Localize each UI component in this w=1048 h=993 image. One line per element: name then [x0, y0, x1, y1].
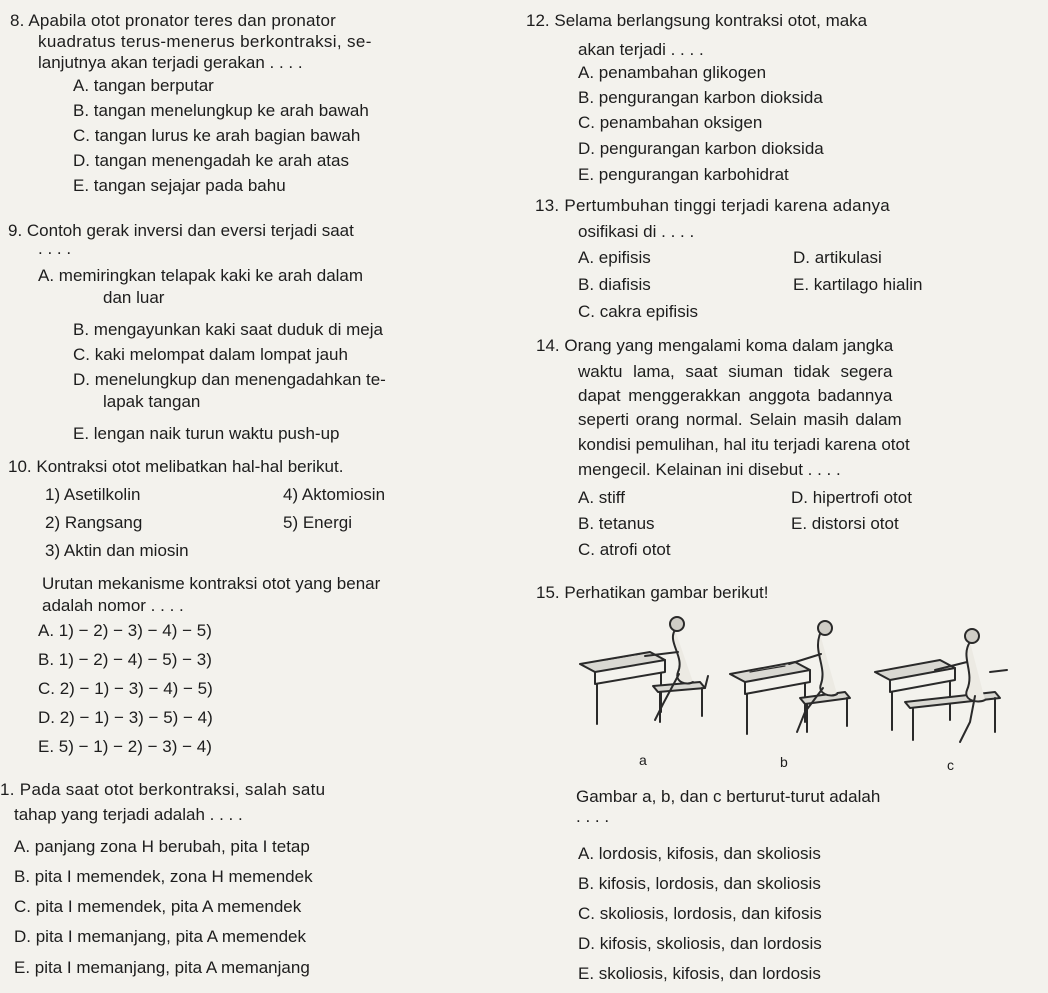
q10-item-3: 3) Aktin dan miosin	[45, 541, 189, 560]
figure-label-c: c	[947, 757, 954, 773]
q13-option-e: E. kartilago hialin	[793, 275, 923, 294]
q10-item-2: 2) Rangsang	[45, 513, 143, 532]
posture-b-drawing	[730, 621, 850, 734]
q10-item-1: 1) Asetilkolin	[45, 485, 141, 504]
q15-option-d: D. kifosis, skoliosis, dan lordosis	[578, 934, 822, 953]
q13-option-c: C. cakra epifisis	[578, 302, 698, 321]
q9-stem-line: 9. Contoh gerak inversi dan eversi terjadi saat	[8, 221, 354, 240]
q15-option-a: A. lordosis, kifosis, dan skoliosis	[578, 844, 821, 863]
q10-option-d: D. 2) − 1) − 3) − 5) − 4)	[38, 708, 213, 727]
posture-a-drawing	[580, 617, 708, 724]
q10-stem: 10. Kontraksi otot melibatkan hal-hal berikut.	[8, 457, 344, 476]
posture-c-drawing	[875, 629, 1007, 742]
q14-stem-line: seperti orang normal. Selain masih dalam	[578, 410, 902, 429]
q10-option-c: C. 2) − 1) − 3) − 4) − 5)	[38, 679, 213, 698]
q14-stem-line: 14. Orang yang mengalami koma dalam jangka	[536, 336, 894, 355]
q9-option-a-cont: dan luar	[103, 288, 165, 307]
q15-option-c: C. skoliosis, lordosis, dan kifosis	[578, 904, 822, 923]
q12-stem-line: 12. Selama berlangsung kontraksi otot, maka	[526, 11, 868, 30]
q10-option-b: B. 1) − 2) − 4) − 5) − 3)	[38, 650, 212, 669]
q10-option-e: E. 5) − 1) − 2) − 3) − 4)	[38, 737, 212, 756]
q11-option-b: B. pita I memendek, zona H memendek	[14, 867, 313, 886]
q13-stem-line: osifikasi di . . . .	[578, 222, 695, 241]
q9-option-b: B. mengayunkan kaki saat duduk di meja	[73, 320, 383, 339]
q9-option-c: C. kaki melompat dalam lompat jauh	[73, 345, 348, 364]
q11-option-c: C. pita I memendek, pita A memendek	[14, 897, 302, 916]
q8-option-e: E. tangan sejajar pada bahu	[73, 176, 286, 195]
q9-option-d: D. menelungkup dan menengadahkan te-	[73, 370, 386, 389]
q9-option-a: A. memiringkan telapak kaki ke arah dalam	[38, 266, 364, 285]
q9-stem-line: . . . .	[38, 239, 72, 258]
q11-stem-line: 1. Pada saat otot berkontraksi, salah satu	[0, 780, 326, 799]
q12-option-e: E. pengurangan karbohidrat	[578, 165, 789, 184]
q8-option-a: A. tangan berputar	[73, 76, 214, 95]
q12-option-d: D. pengurangan karbon dioksida	[578, 139, 824, 158]
q14-stem-line: waktu lama, saat siuman tidak segera	[578, 362, 893, 381]
q15-option-b: B. kifosis, lordosis, dan skoliosis	[578, 874, 821, 893]
q14-stem-line: dapat menggerakkan anggota badannya	[578, 386, 893, 405]
q8-stem-line: lanjutnya akan terjadi gerakan . . . .	[38, 53, 303, 72]
q9-option-e: E. lengan naik turun waktu push-up	[73, 424, 340, 443]
q8-stem-line: 8. Apabila otot pronator teres dan pronator	[10, 11, 336, 30]
q8-option-b: B. tangan menelungkup ke arah bawah	[73, 101, 369, 120]
q14-option-a: A. stiff	[578, 488, 625, 507]
q12-stem-line: akan terjadi . . . .	[578, 40, 704, 59]
posture-figure	[575, 612, 1025, 772]
q12-option-c: C. penambahan oksigen	[578, 113, 763, 132]
q13-stem-line: 13. Pertumbuhan tinggi terjadi karena adanya	[535, 196, 891, 215]
q10-question-line: Urutan mekanisme kontraksi otot yang benar	[42, 574, 381, 593]
q12-option-b: B. pengurangan karbon dioksida	[578, 88, 823, 107]
q15-question-line: . . . .	[576, 807, 610, 826]
q14-option-b: B. tetanus	[578, 514, 655, 533]
q14-option-e: E. distorsi otot	[791, 514, 899, 533]
figure-label-a: a	[639, 752, 647, 768]
q11-stem-line: tahap yang terjadi adalah . . . .	[14, 805, 243, 824]
q11-option-a: A. panjang zona H berubah, pita I tetap	[14, 837, 310, 856]
q11-option-e: E. pita I memanjang, pita A memanjang	[14, 958, 310, 977]
q13-option-b: B. diafisis	[578, 275, 651, 294]
q14-option-c: C. atrofi otot	[578, 540, 671, 559]
q8-stem-line: kuadratus terus-menerus berkontraksi, se-	[38, 32, 372, 51]
q8-option-c: C. tangan lurus ke arah bagian bawah	[73, 126, 361, 145]
q10-question-line: adalah nomor . . . .	[42, 596, 184, 615]
q10-item-5: 5) Energi	[283, 513, 352, 532]
q12-option-a: A. penambahan glikogen	[578, 63, 767, 82]
q15-option-e: E. skoliosis, kifosis, dan lordosis	[578, 964, 821, 983]
q10-item-4: 4) Aktomiosin	[283, 485, 386, 504]
q14-option-d: D. hipertrofi otot	[791, 488, 912, 507]
q13-option-d: D. artikulasi	[793, 248, 882, 267]
q15-stem: 15. Perhatikan gambar berikut!	[536, 583, 769, 602]
q13-option-a: A. epifisis	[578, 248, 651, 267]
q14-stem-line: mengecil. Kelainan ini disebut . . . .	[578, 460, 841, 479]
q14-stem-line: kondisi pemulihan, hal itu terjadi karena otot	[578, 435, 910, 454]
figure-label-b: b	[780, 754, 788, 770]
q10-option-a: A. 1) − 2) − 3) − 4) − 5)	[38, 621, 212, 640]
q8-option-d: D. tangan menengadah ke arah atas	[73, 151, 349, 170]
q15-question-line: Gambar a, b, dan c berturut-turut adalah	[576, 787, 881, 806]
q9-option-d-cont: lapak tangan	[103, 392, 201, 411]
q11-option-d: D. pita I memanjang, pita A memendek	[14, 927, 306, 946]
